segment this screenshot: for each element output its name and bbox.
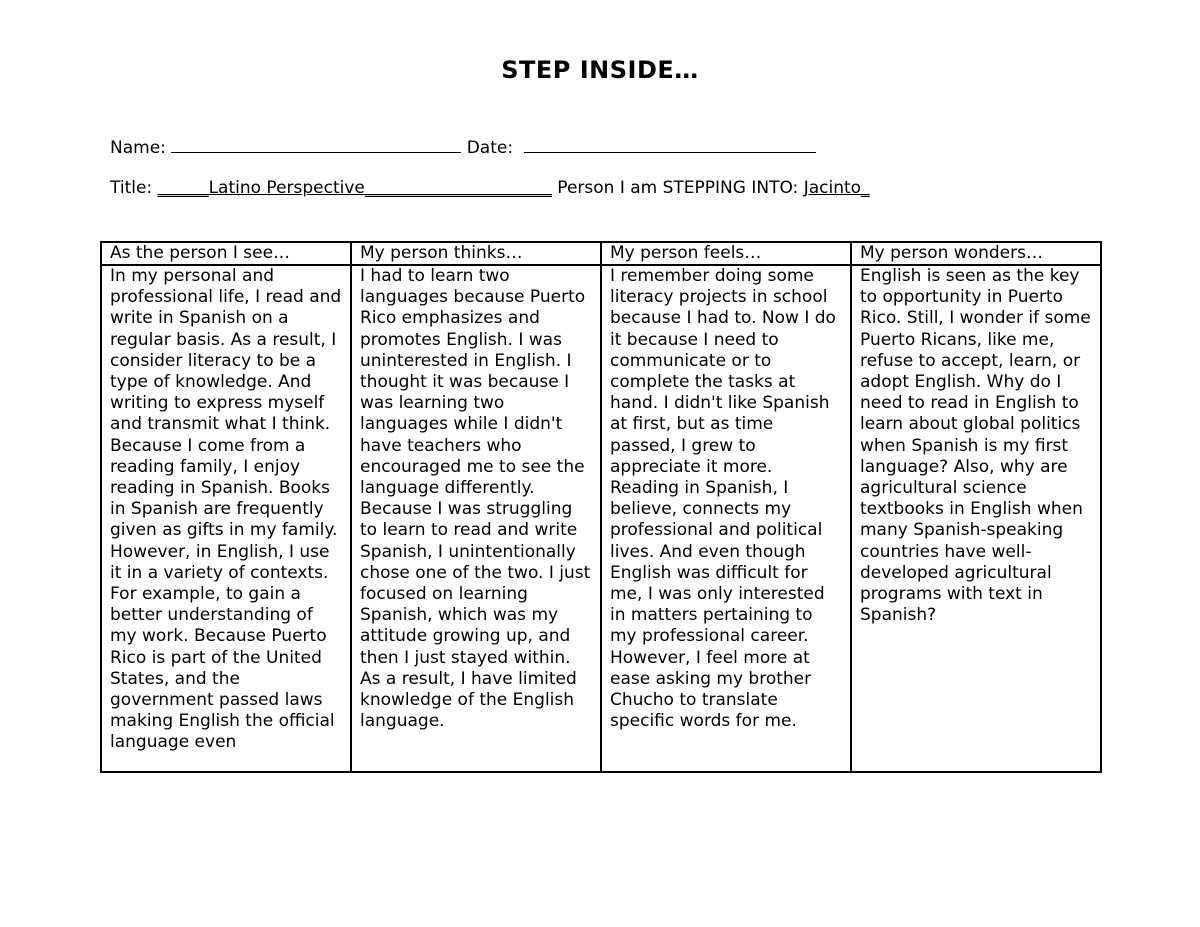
date-label: Date: <box>466 138 519 158</box>
title-trail: ______________________ <box>364 178 552 198</box>
cell-thinks[interactable]: I had to learn two languages because Puerto Rico emphasizes and promotes English. I was uninterested in English. I thought it was because I was learning two languages while I didn't have teachers who encouraged me to see the language differently. Because I was struggling to learn to read and write Spanish, I unintentionally chose one of the two. I just focused on learning Spanish, which was my attitude growing up, and then I just stayed within. As a result, I have limited knowledge of the English language. <box>351 265 601 772</box>
name-field[interactable] <box>171 137 461 153</box>
title-text: Latino Perspective <box>208 178 365 198</box>
person-value[interactable]: Jacinto_ <box>803 178 870 198</box>
title-label: Title: <box>110 178 158 198</box>
title-person-line <box>110 178 870 198</box>
cell-wonders[interactable]: English is seen as the key to opportunity in Puerto Rico. Still, I wonder if some Puerto Ricans, like me, refuse to accept, learn, or adopt English. Why do I need to read in English to learn about global politics when Spanish is my first language? Also, why are agricultural science textbooks in English when many Spanish-speaking countries have well-developed agricultural programs with text in Spanish? <box>851 265 1101 772</box>
header-feels: My person feels… <box>601 242 851 265</box>
step-inside-table <box>100 241 1102 773</box>
header-thinks: My person thinks… <box>351 242 601 265</box>
cell-sees[interactable]: In my personal and professional life, I read and write in Spanish on a regular basis. As a result, I consider literacy to be a type of knowledge. And writing to express myself and transmit what I think. Because I come from a reading family, I enjoy reading in Spanish. Books in Spanish are frequently given as gifts in my family. However, in English, I use it in a variety of contexts. For example, to gain a better understanding of my work. Because Puerto Rico is part of the United States, and the government passed laws making English the official language even <box>101 265 351 772</box>
table-header-row <box>101 242 1101 265</box>
header-sees: As the person I see… <box>101 242 351 265</box>
title-lead: ______ <box>157 178 209 198</box>
header-wonders: My person wonders… <box>851 242 1101 265</box>
table-row <box>101 265 1101 772</box>
name-date-line <box>110 137 816 158</box>
title-value[interactable] <box>158 178 552 198</box>
name-label: Name: <box>110 138 172 158</box>
date-field[interactable] <box>524 137 816 153</box>
cell-feels[interactable]: I remember doing some literacy projects in school because I had to. Now I do it because I need to communicate or to complete the tasks at hand. I didn't like Spanish at first, but as time passed, I grew to appreciate it more. Reading in Spanish, I believe, connects my professional and political lives. And even though English was difficult for me, I was only interested in matters pertaining to my professional career. However, I feel more at ease asking my brother Chucho to translate specific words for me. <box>601 265 851 772</box>
person-label: Person I am STEPPING INTO: <box>551 178 804 198</box>
page-title: STEP INSIDE… <box>501 56 699 84</box>
